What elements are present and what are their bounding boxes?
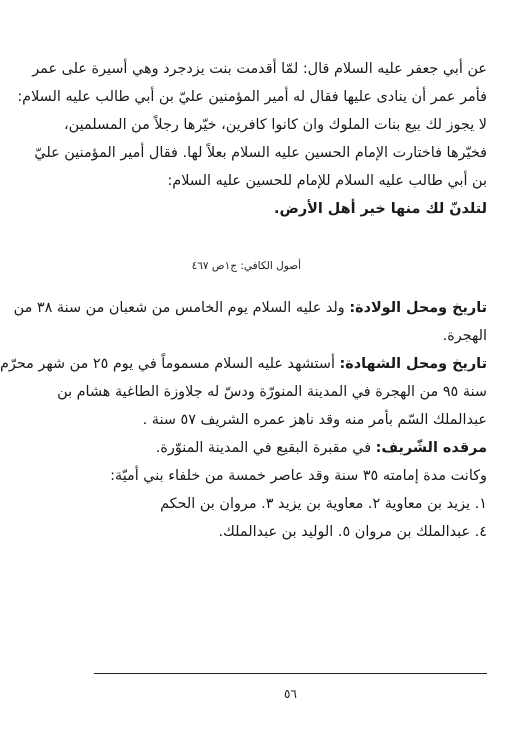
caliphs-line-1: ١. يزيد بن معاوية ٢. معاوية بن يزيد ٣. مروان بن الحكم [160, 496, 487, 512]
biography-section [0, 294, 487, 546]
quote-line-2: فأمر عمر أن ينادى عليها فقال له أمير المؤمنين عليّ بن أبي طالب عليه السلام: [17, 89, 487, 105]
quote-line-4: فخيّرها فاختارت الإمام الحسين عليه السلام بعلاً لها. فقال أمير المؤمنين عليّ [34, 145, 487, 161]
quote-line-3: لا يجوز لك بيع بنات الملوك وان كانوا كافرين، خيّرها رجلاً من المسلمين، [64, 117, 487, 133]
birth-line-2: الهجرة. [442, 328, 487, 344]
imamate-line: وكانت مدة إمامته ٣٥ سنة وقد عاصر خمسة من خلفاء بني أميّة: [110, 468, 487, 484]
source-citation: أصول الكافي: ج١ص ٤٦٧ [191, 260, 301, 272]
shrine-text: في مقبرة البقيع في المدينة المنوّرة. [155, 440, 376, 456]
quote-line-1: عن أبي جعفر عليه السلام قال: لمّا أقدمت بنت يزدجرد وهي أسيرة على عمر [32, 61, 487, 77]
martyrdom-line-2: سنة ٩٥ من الهجرة في المدينة المنورّة ودسّ له جلاوزة الطاغية هشام بن [57, 384, 487, 400]
birth-line [13, 294, 487, 322]
martyrdom-label: تاريخ ومحل الشهادة: [339, 356, 487, 372]
shrine-line [89, 434, 487, 462]
shrine-label: مرقده الشّريف: [375, 440, 487, 456]
quote-line-5: بن أبي طالب عليه السلام للإمام للحسين عليه السلام: [167, 173, 487, 189]
birth-label: تاريخ ومحل الولادة: [349, 300, 487, 316]
martyrdom-text: أستشهد عليه السلام مسموماً في يوم ٢٥ من شهر محرّم [0, 356, 340, 372]
caliphs-line-2: ٤. عبدالملك بن مروان ٥. الوليد بن عبدالملك. [218, 524, 487, 540]
martyrdom-line-3: عبدالملك السّم بأمر منه وقد ناهز عمره الشريف ٥٧ سنة . [142, 412, 487, 428]
hadith-quote [17, 55, 487, 223]
birth-text: ولد عليه السلام يوم الخامس من شعبان من سنة ٣٨ من [13, 300, 350, 316]
martyrdom-line [0, 350, 487, 378]
quote-closing: لتلدنّ لك منها خير أهل الأرض. [274, 201, 487, 217]
footer-rule [94, 673, 487, 674]
page-number: ٥٦ [284, 687, 297, 701]
